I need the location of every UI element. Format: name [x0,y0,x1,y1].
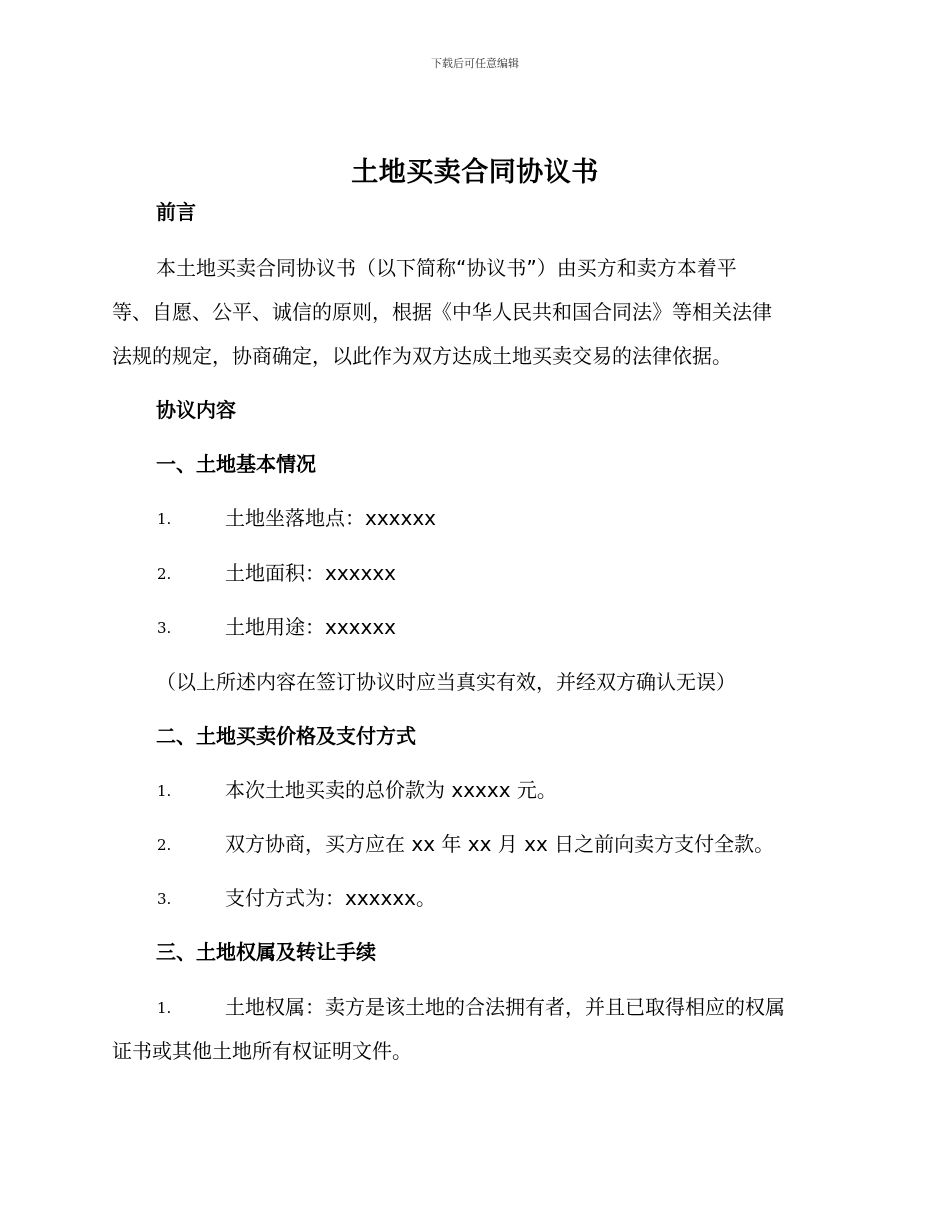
document-title: 土地买卖合同协议书 [351,157,599,188]
section2-item-2-number: 2. [157,836,172,854]
section1-note: （以上所述内容在签订协议时应当真实有效，并经双方确认无误） [156,670,736,694]
section2-item-3-number: 3. [157,890,172,908]
section2-item-1-text: 本次土地买卖的总价款为 xxxxx 元。 [225,778,557,802]
section1-item-1-number: 1. [157,510,172,528]
section3-item-1-number: 1. [157,999,172,1017]
preface-heading: 前言 [156,200,196,224]
section3-heading: 三、土地权属及转让手续 [156,940,376,964]
section2-heading: 二、土地买卖价格及支付方式 [156,724,416,748]
section2-item-2-text: 双方协商，买方应在 xx 年 xx 月 xx 日之前向卖方支付全款。 [225,832,775,856]
section1-item-2-text: 土地面积：xxxxxx [225,561,397,585]
preface-line-3: 法规的规定，协商确定，以此作为双方达成土地买卖交易的法律依据。 [112,344,732,368]
preface-line-2: 等、自愿、公平、诚信的原则，根据《中华人民共和国合同法》等相关法律 [112,300,772,324]
content-heading: 协议内容 [156,398,236,422]
section2-item-3-text: 支付方式为：xxxxxx。 [225,886,437,910]
section1-item-3-text: 土地用途：xxxxxx [225,615,397,639]
section3-item-1-text: 土地权属：卖方是该土地的合法拥有者，并且已取得相应的权属 [225,995,785,1019]
section1-heading: 一、土地基本情况 [156,452,316,476]
section2-item-1-number: 1. [157,782,172,800]
header-note: 下载后可任意编辑 [431,57,519,70]
preface-line-1: 本土地买卖合同协议书（以下简称“协议书”）由买方和卖方本着平 [156,256,737,280]
section1-item-1-text: 土地坐落地点：xxxxxx [225,506,437,530]
section1-item-2-number: 2. [157,565,172,583]
section3-item-1-continuation: 证书或其他土地所有权证明文件。 [112,1039,412,1063]
section1-item-3-number: 3. [157,619,172,637]
